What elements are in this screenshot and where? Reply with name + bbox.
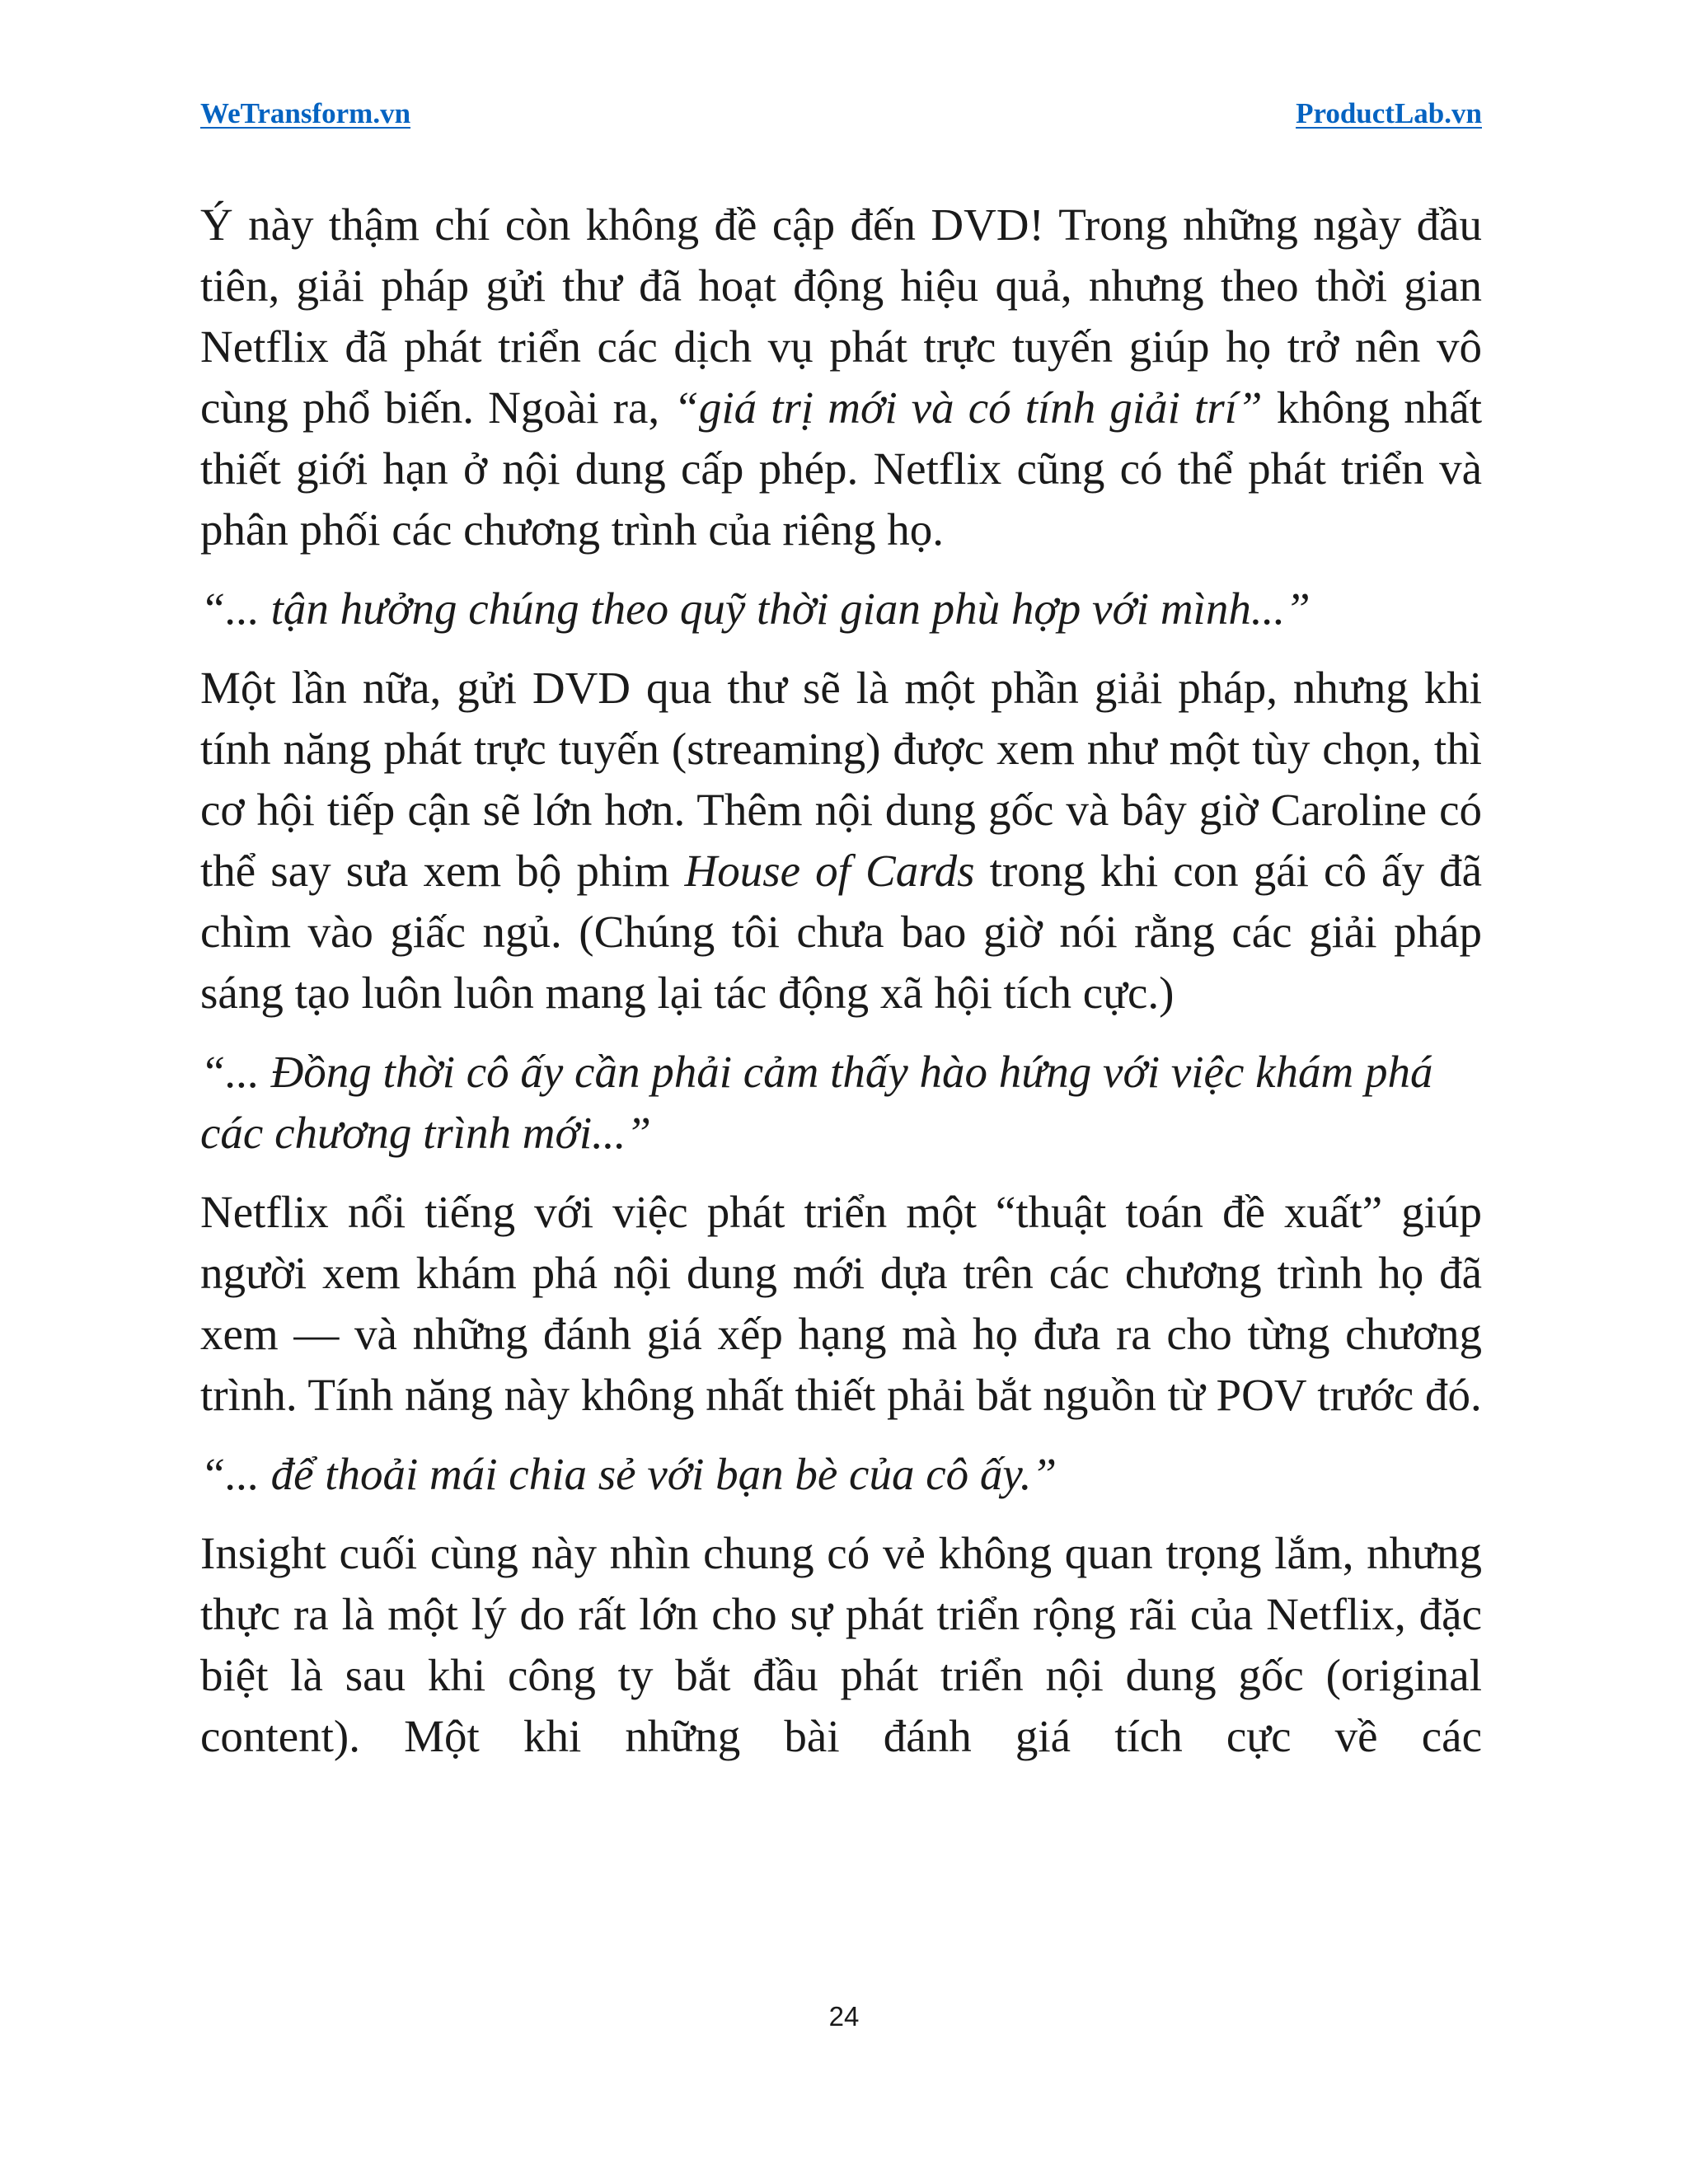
paragraph-4: Insight cuối cùng này nhìn chung có vẻ không quan trọng lắm, nhưng thực ra là một lý do rất lớn cho sự phát triển rộng rãi của Netflix, đặc biệt là sau khi công ty bắt đầu phát triển nội dung gốc (original content). Một khi những bài đánh giá tích cực về các bbox=[200, 1528, 1482, 1761]
paragraph-2-text-a: Một lần nữa, gửi DVD qua thư sẽ là một phần giải pháp, nhưng khi tính năng phát trực tuyến (streaming) được xem như một tùy chọn, thì cơ hội tiếp cận sẽ lớn hơn. Thêm nội dung gốc và bây giờ Caroline có thể say sưa xem bộ phim bbox=[200, 663, 1482, 896]
quote-3: “... để thoải mái chia sẻ với bạn bè của cô ấy.” bbox=[200, 1449, 1057, 1499]
page-header bbox=[200, 97, 1482, 138]
page-number: 24 bbox=[828, 2001, 860, 2032]
paragraph-2-text-b: trong khi con gái cô ấy đã chìm vào giấc ngủ. (Chúng tôi chưa bao giờ nói rằng các giải pháp sáng tạo luôn luôn mang lại tác động xã hội tích cực.) bbox=[200, 846, 1482, 1018]
paragraph-1 bbox=[200, 194, 1482, 560]
paragraph-1-emphasis: “giá trị mới và có tính giải trí” bbox=[673, 382, 1263, 433]
paragraph-1-text-b: không nhất thiết giới hạn ở nội dung cấp phép. Netflix cũng có thể phát triển và phân phối các chương trình của riêng họ. bbox=[200, 382, 1482, 555]
quote-2: “... Đồng thời cô ấy cần phải cảm thấy hào hứng với việc khám phá các chương trình mới...” bbox=[200, 1047, 1433, 1158]
paragraph-1-text-a: Ý này thậm chí còn không đề cập đến DVD! Trong những ngày đầu tiên, giải pháp gửi thư đã hoạt động hiệu quả, nhưng theo thời gian Netflix đã phát triển các dịch vụ phát trực tuyến giúp họ trở nên vô cùng phổ biến. Ngoài ra, bbox=[200, 199, 1482, 433]
paragraph-3: Netflix nổi tiếng với việc phát triển một “thuật toán đề xuất” giúp người xem khám phá nội dung mới dựa trên các chương trình họ đã xem — và những đánh giá xếp hạng mà họ đưa ra cho từng chương trình. Tính năng này không nhất thiết phải bắt nguồn từ POV trước đó. bbox=[200, 1187, 1482, 1420]
wetransform-link[interactable]: WeTransform.vn bbox=[200, 97, 411, 129]
paragraph-2 bbox=[200, 658, 1482, 1024]
paragraph-2-emphasis: House of Cards bbox=[684, 846, 975, 896]
productlab-link[interactable]: ProductLab.vn bbox=[1296, 97, 1482, 129]
body-text bbox=[200, 194, 1482, 1785]
quote-1: “... tận hưởng chúng theo quỹ thời gian phù hợp với mình...” bbox=[200, 583, 1311, 634]
